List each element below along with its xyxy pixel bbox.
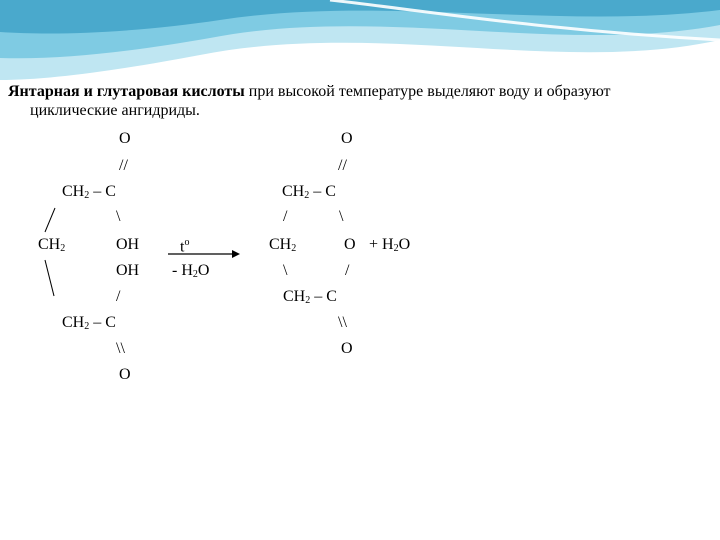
- arrow-temperature: $t^o$: [180, 237, 190, 256]
- reactant-bottom-double-bond: \\: [116, 340, 125, 357]
- reactant-bond-left-down: [42, 258, 58, 298]
- arrow-minus-water: - $H_2O$: [172, 262, 210, 280]
- header-wave-decoration: [0, 0, 720, 90]
- heading-line2: циклические ангидриды.: [30, 102, 200, 119]
- reactant-bottom-o: O: [119, 366, 131, 383]
- reactant-top-o: O: [119, 130, 131, 147]
- product-bond-slash-right: /: [345, 262, 350, 279]
- product-bond-slash-left: /: [283, 208, 288, 225]
- reaction-arrow: [168, 248, 240, 260]
- product-bond-backslash-left: \: [283, 262, 288, 279]
- reactant-ch2-c-bottom: $CH_2$ – C: [62, 314, 116, 332]
- slide-heading: [8, 82, 713, 120]
- product-ch2-c-top: $CH_2$ – C: [282, 183, 336, 201]
- reactant-bond-left-up: [42, 206, 58, 234]
- heading-rest: при высокой температуре выделяют воду и образуют: [244, 83, 611, 100]
- product-bond-backslash-right: \: [339, 208, 344, 225]
- reactant-ch2-mid: $CH_2$: [38, 236, 66, 254]
- product-ch2-mid: $CH_2$: [269, 236, 297, 254]
- reactant-bond-backslash: \: [116, 208, 121, 225]
- reactant-oh-1: OH: [116, 236, 140, 253]
- product-ch2-c-bottom: $CH_2$ – C: [283, 288, 337, 306]
- reactant-ch2-c-top: $CH_2$ – C: [62, 183, 116, 201]
- reactant-bond-slash: /: [116, 288, 121, 305]
- reactant-top-double-bond: //: [119, 157, 128, 174]
- reactant-oh-2: OH: [116, 262, 140, 279]
- product-top-double-bond: //: [338, 157, 347, 174]
- product-bottom-double-bond: \\: [338, 314, 347, 331]
- product-top-o: O: [341, 130, 353, 147]
- product-plus-water: + $H_2O$: [369, 236, 411, 254]
- heading-bold: Янтарная и глутаровая кислоты: [8, 83, 245, 100]
- product-ring-o: O: [344, 236, 356, 253]
- product-bottom-o: O: [341, 340, 353, 357]
